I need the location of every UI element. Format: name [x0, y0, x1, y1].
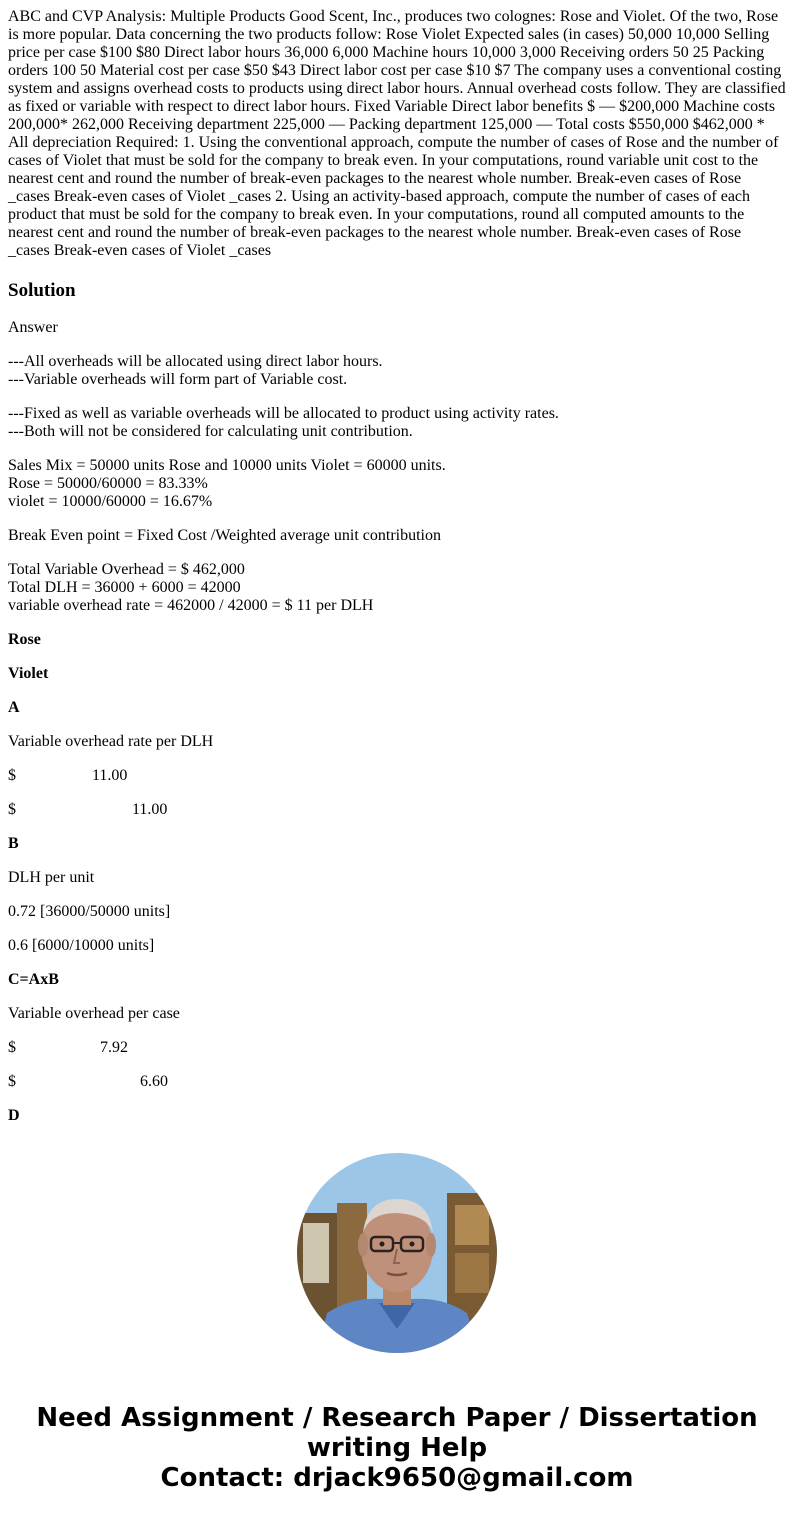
abc-notes — [8, 405, 786, 441]
solution-heading: Solution — [8, 280, 76, 301]
table-header-violet: Violet — [8, 665, 49, 682]
table-header-rose: Rose — [8, 631, 41, 648]
row-violet-value: $ 11.00 — [8, 801, 168, 818]
sales-mix-line: Sales Mix = 50000 units Rose and 10000 units Violet = 60000 units. — [8, 457, 446, 474]
footer-line: Need Assignment / Research Paper / Dissertation — [36, 1403, 758, 1433]
answer-label: Answer — [8, 319, 58, 336]
break-even-formula: Break Even point = Fixed Cost /Weighted average unit contribution — [8, 527, 441, 544]
overhead-line: variable overhead rate = 462000 / 42000 = $ 11 per DLH — [8, 597, 374, 614]
row-label: DLH per unit — [8, 869, 95, 886]
row-violet-value: 0.6 [6000/10000 units] — [8, 937, 155, 954]
document-body — [8, 8, 786, 1125]
sales-mix — [8, 457, 786, 511]
row-violet-value: $ 6.60 — [8, 1073, 168, 1090]
author-avatar — [297, 1153, 497, 1353]
footer-contact: Contact: drjack9650@gmail.com — [160, 1463, 634, 1493]
overhead-line: Total DLH = 36000 + 6000 = 42000 — [8, 579, 241, 596]
note-line: ---Variable overheads will form part of Variable cost. — [8, 371, 348, 388]
author-photo — [297, 1153, 497, 1353]
sales-mix-line: Rose = 50000/60000 = 83.33% — [8, 475, 208, 492]
row-key: B — [8, 835, 19, 852]
row-label: Variable overhead rate per DLH — [8, 733, 214, 750]
note-line: ---Both will not be considered for calculating unit contribution. — [8, 423, 413, 440]
sales-mix-line: violet = 10000/60000 = 16.67% — [8, 493, 213, 510]
note-line: ---All overheads will be allocated using direct labor hours. — [8, 353, 383, 370]
note-line: ---Fixed as well as variable overheads will be allocated to product using activity rates. — [8, 405, 559, 422]
conventional-notes — [8, 353, 786, 389]
footer-line: writing Help — [306, 1433, 488, 1463]
question-text: ABC and CVP Analysis: Multiple Products Good Scent, Inc., produces two colognes: Rose and Violet. Of the two, Rose is more popular. Data concerning the two products follow: Rose Violet Expected sales (in cases) 50,000 10,000 Selling price per case $100 $80 Direct labor hours 36,000 6,000 Machine hours 10,000 3,000 Receiving orders 50 25 Packing orders 100 50 Material cost per case $50 $43 Direct labor cost per case $10 $7 The company uses a conventional costing system and assigns overhead costs to products using direct labor hours. Annual overhead costs follow. They are classified as fixed or variable with respect to direct labor hours. Fixed Variable Direct labor benefits $ — $200,000 Machine costs 200,000* 262,000 Receiving department 225,000 — Packing department 125,000 — Total costs $550,000 $462,000 * All depreciation Required: 1. Using the conventional approach, compute the number of cases of Rose and the number of cases of Violet that must be sold for the company to break even. In your computations, round variable unit cost to the nearest cent and round the number of break-even packages to the nearest whole number. Break-even cases of Rose _cases Break-even cases of Violet _cases 2. Using an activity-based approach, compute the number of cases of each product that must be sold for the company to break even. In your computations, round all computed amounts to the nearest cent and round the number of break-even packages to the nearest whole number. Break-even cases of Rose _cases Break-even cases of Violet _cases — [8, 8, 786, 259]
row-rose-value: 0.72 [36000/50000 units] — [8, 903, 171, 920]
row-rose-value: $ 7.92 — [8, 1039, 128, 1056]
overhead-calc — [8, 561, 786, 615]
row-key: C=AxB — [8, 971, 59, 988]
footer-banner — [0, 1403, 794, 1493]
overhead-line: Total Variable Overhead = $ 462,000 — [8, 561, 245, 578]
row-key: D — [8, 1107, 20, 1124]
row-key: A — [8, 699, 20, 716]
row-label: Variable overhead per case — [8, 1005, 180, 1022]
row-rose-value: $ 11.00 — [8, 767, 128, 784]
